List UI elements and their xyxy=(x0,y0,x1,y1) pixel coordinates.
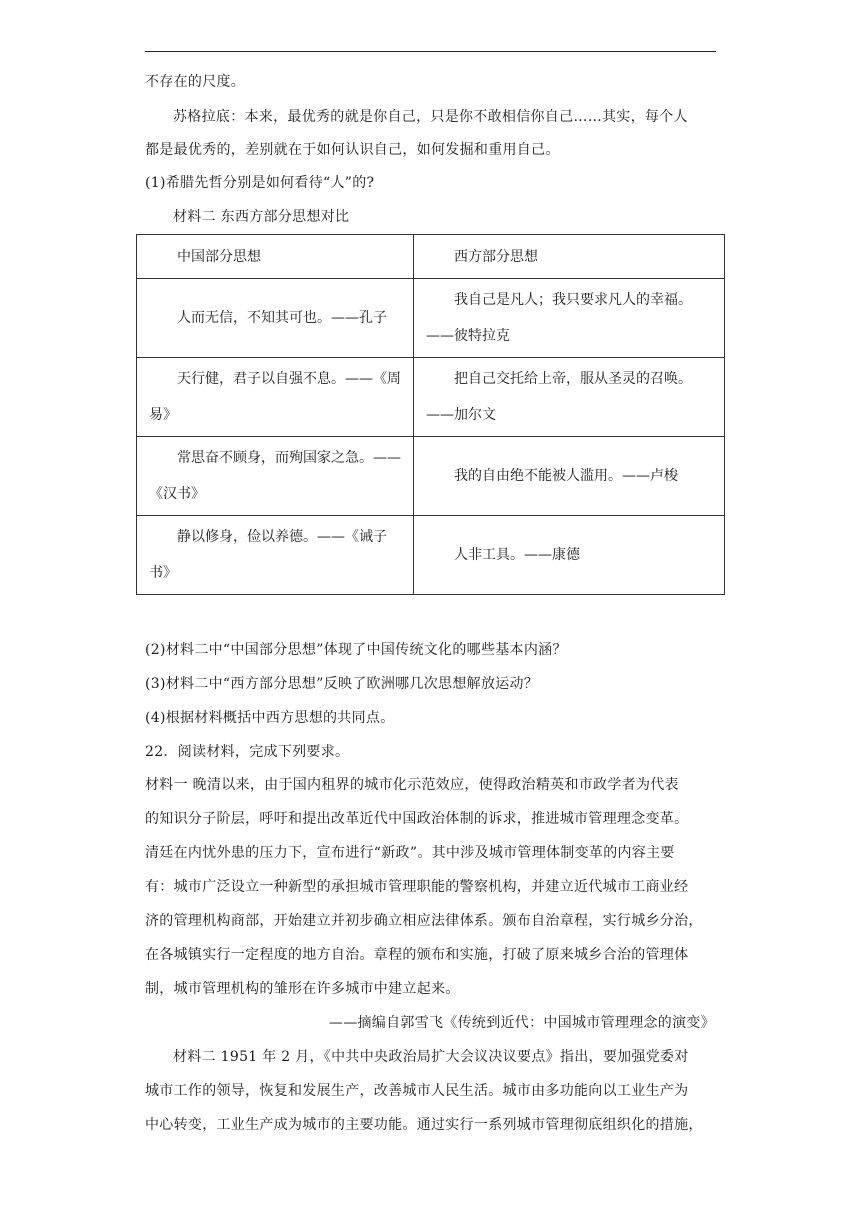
table-row xyxy=(137,279,725,358)
material-2-line: 城市工作的领导，恢复和发展生产，改善城市人民生活。城市由多功能向以工业生产为 xyxy=(145,1083,689,1099)
text-line: 都是最优秀的，差别就在于如何认识自己，如何发掘和重用自己。 xyxy=(145,142,560,158)
table-cell: 我自己是凡人；我只要求凡人的幸福。 ——彼特拉克 xyxy=(414,279,725,358)
table-row xyxy=(137,358,725,437)
table-row xyxy=(137,516,725,595)
comparison-table xyxy=(136,234,725,595)
question-22-title: 22．阅读材料，完成下列要求。 xyxy=(145,744,350,760)
table-cell: 天行健，君子以自强不息。——《周 易》 xyxy=(137,358,414,437)
material-2-title: 材料二 东西方部分思想对比 xyxy=(173,209,350,225)
material-1-line: 制，城市管理机构的雏形在许多城市中建立起来。 xyxy=(145,981,460,997)
material-1-line: 有：城市广泛设立一种新型的承担城市管理职能的警察机构，并建立近代城市工商业经 xyxy=(145,879,689,895)
material-1-line: 在各城镇实行一定程度的地方自治。章程的颁布和实施，打破了原来城乡合治的管理体 xyxy=(145,947,689,963)
text-line: 不存在的尺度。 xyxy=(145,74,246,90)
text-line: 苏格拉底：本来，最优秀的就是你自己，只是你不敢相信你自己……其实，每个人 xyxy=(173,109,688,125)
table-row xyxy=(137,437,725,516)
source-citation: ——摘编自郭雪飞《传统到近代：中国城市管理理念的演变》 xyxy=(328,1015,715,1031)
material-1-line: 济的管理机构商部，开始建立并初步确立相应法律体系。颁布自治章程，实行城乡分治， xyxy=(145,913,703,929)
question-2: (2)材料二中“中国部分思想”体现了中国传统文化的哪些基本内涵？ xyxy=(145,642,567,658)
table-cell: 我的自由绝不能被人滥用。——卢梭 xyxy=(414,437,725,516)
material-1-line: 材料一 晚清以来，由于国内租界的城市化示范效应，使得政治精英和市政学者为代表 xyxy=(145,777,679,793)
question-3: (3)材料二中“西方部分思想”反映了欧洲哪几次思想解放运动？ xyxy=(145,676,539,692)
table-cell: 人非工具。——康德 xyxy=(414,516,725,595)
table-cell: 人而无信，不知其可也。——孔子 xyxy=(137,279,414,358)
table-cell: 静以修身，俭以养德。——《诫子 书》 xyxy=(137,516,414,595)
table-header-row xyxy=(137,235,725,279)
table-header-cell: 中国部分思想 xyxy=(137,235,414,279)
table-cell: 把自己交托给上帝，服从圣灵的召唤。 ——加尔文 xyxy=(414,358,725,437)
material-2-line: 材料二 1951 年 2 月，《中共中央政治局扩大会议决议要点》指出，要加强党委对 xyxy=(173,1049,689,1065)
table-cell: 常思奋不顾身，而殉国家之急。—— 《汉书》 xyxy=(137,437,414,516)
table-header-cell: 西方部分思想 xyxy=(414,235,725,279)
material-1-line: 清廷在内忧外患的压力下，宣布进行“新政”。其中涉及城市管理体制变革的内容主要 xyxy=(145,845,675,861)
question-1: (1)希腊先哲分别是如何看待“人”的? xyxy=(145,175,375,191)
material-2-line: 中心转变，工业生产成为城市的主要功能。通过实行一系列城市管理彻底组织化的措施， xyxy=(145,1117,703,1133)
header-rule xyxy=(145,51,716,52)
question-4: (4)根据材料概括中西方思想的共同点。 xyxy=(145,710,395,726)
material-1-line: 的知识分子阶层，呼吁和提出改革近代中国政治体制的诉求，推进城市管理理念变革。 xyxy=(145,811,689,827)
